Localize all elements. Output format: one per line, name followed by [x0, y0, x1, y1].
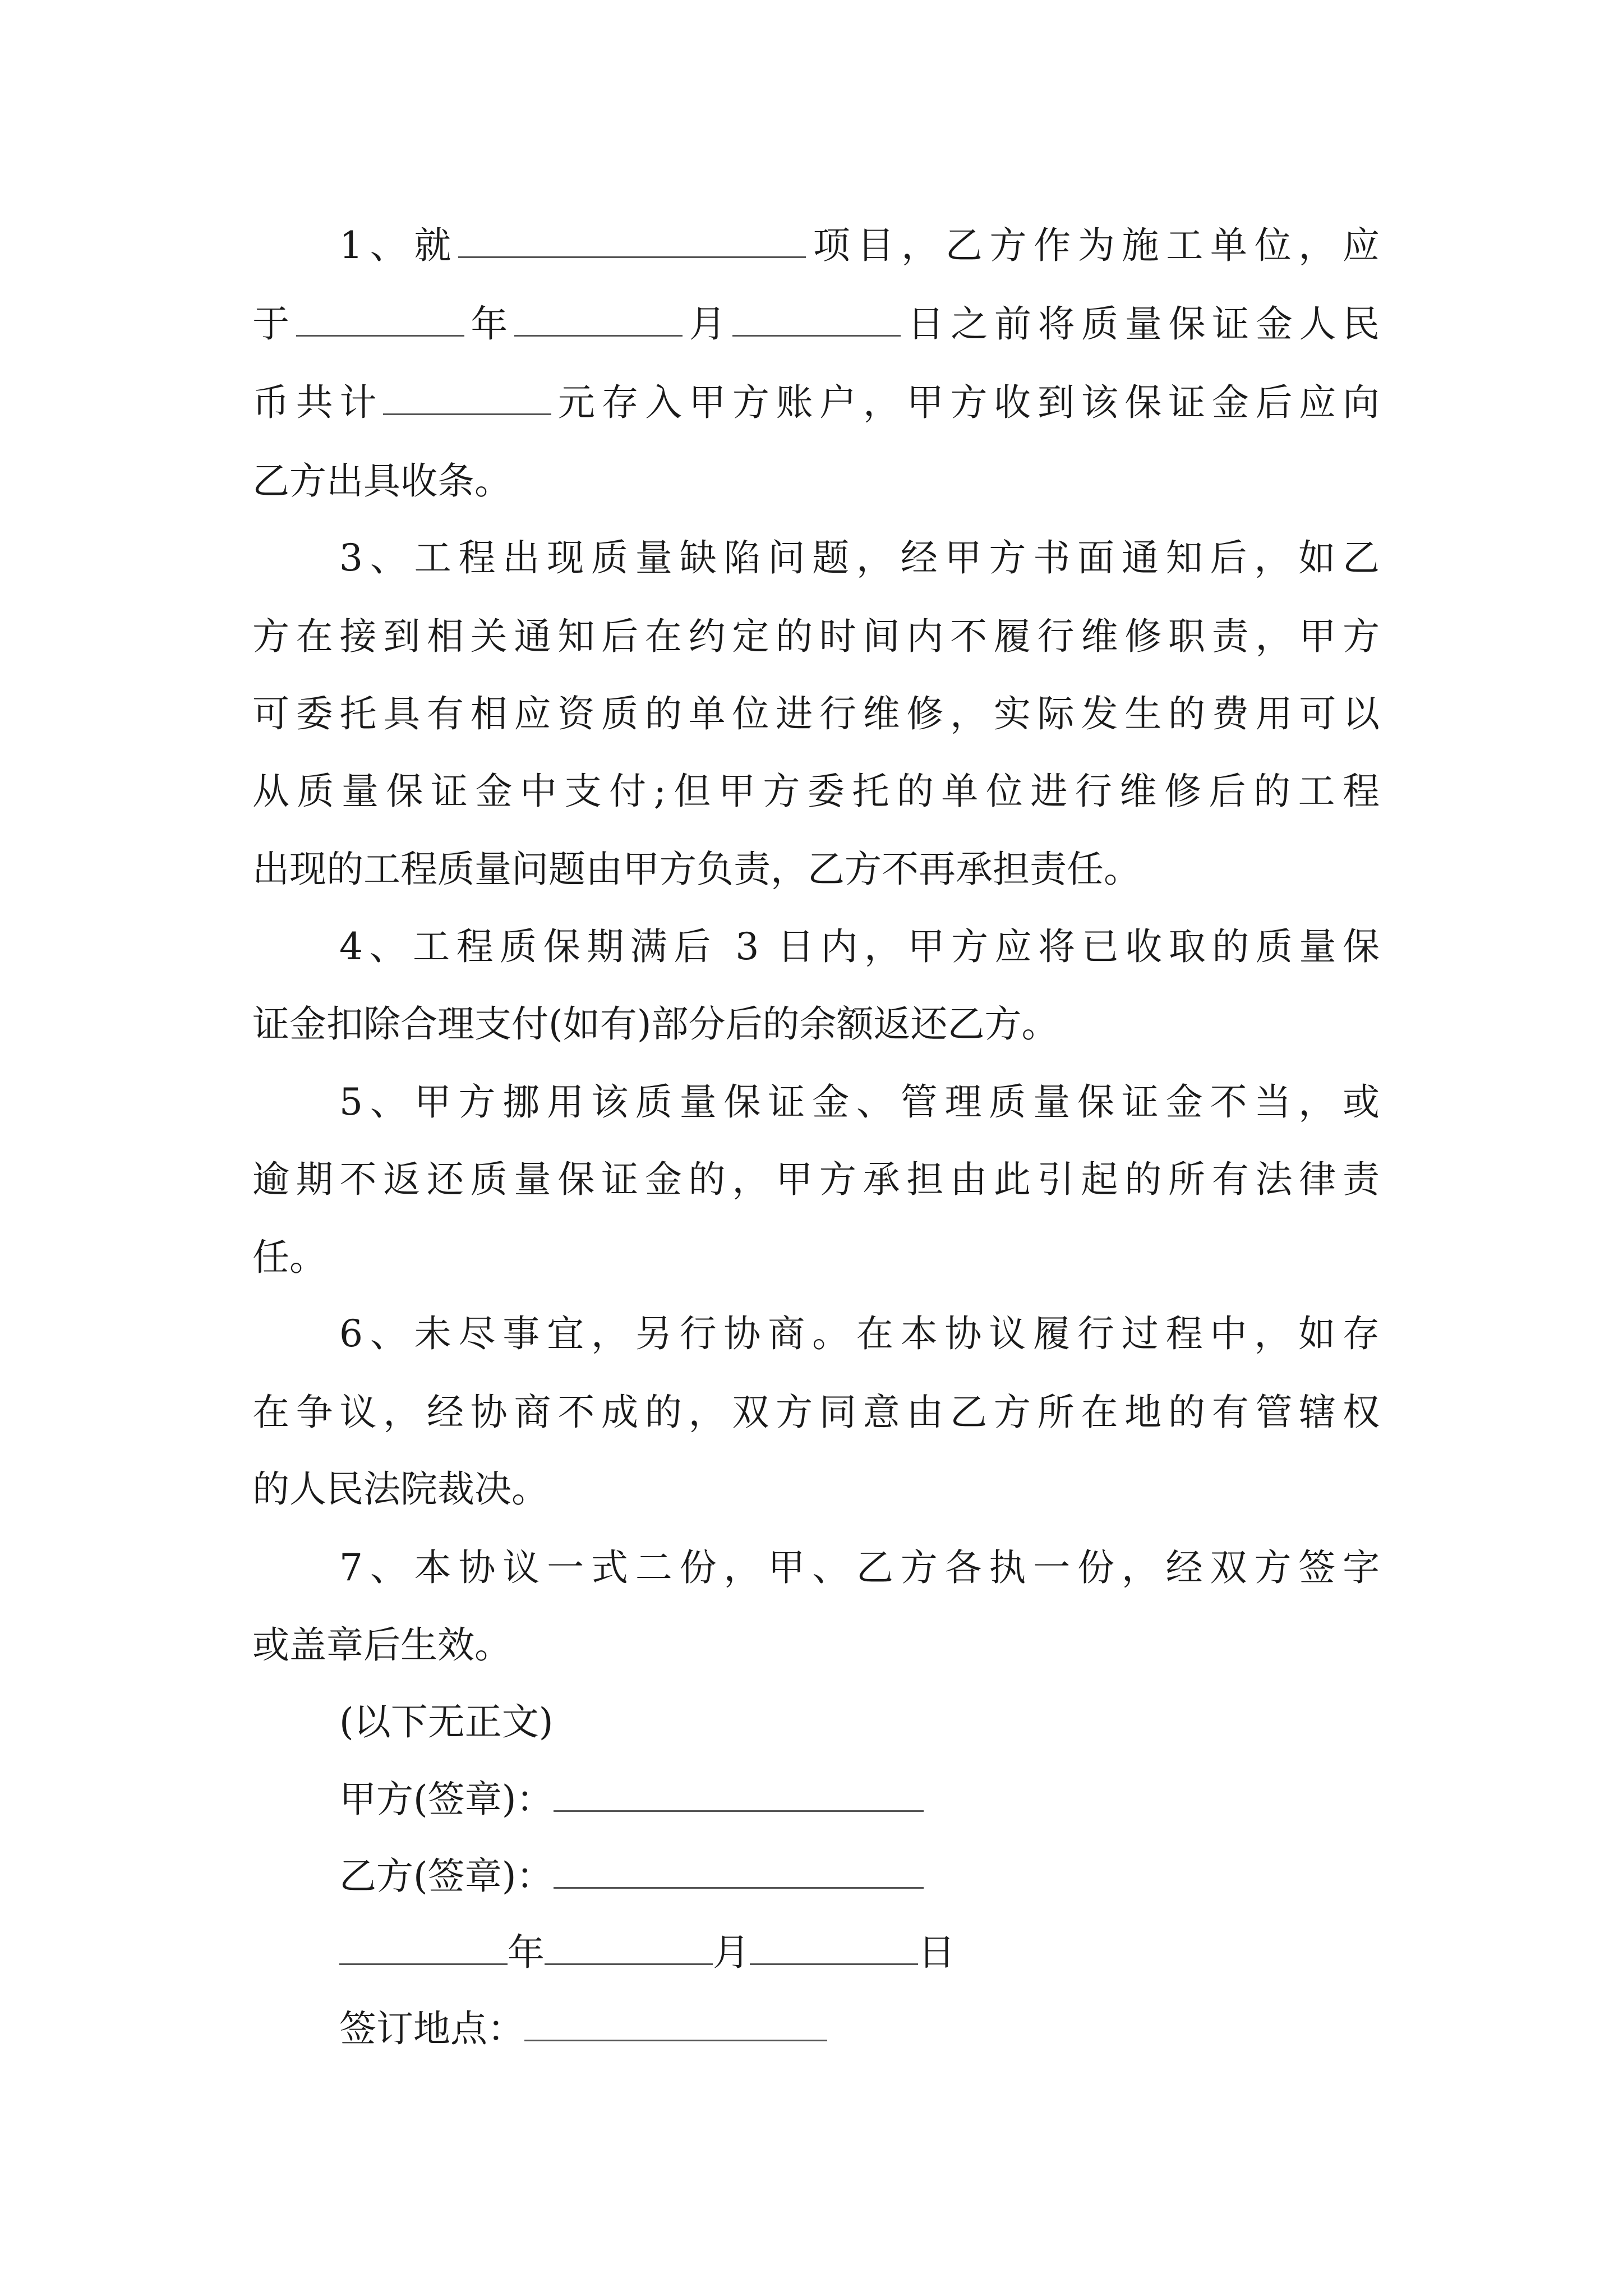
clause-6-line-1: 6、未尽事宜，另行协商。在本协议履行过程中，如存	[339, 1312, 1380, 1355]
signing-place-label: 签订地点：	[339, 2007, 524, 2050]
project-name-blank[interactable]	[458, 224, 806, 258]
deposit-month-label: 月	[682, 302, 733, 346]
clause-6-line-2: 在争议，经协商不成的，双方同意由乙方所在地的有管辖权	[252, 1391, 1380, 1434]
clause-5-line-1: 5、甲方挪用该质量保证金、管理质量保证金不当，或	[339, 1080, 1380, 1124]
clause-4-line-1: 4、工程质保期满后 3 日内，甲方应将已收取的质量保	[339, 925, 1380, 968]
deposit-year-blank[interactable]	[296, 302, 464, 337]
signing-year-blank[interactable]	[339, 1931, 508, 1965]
clause-3-line-4: 从质量保证金中支付;但甲方委托的单位进行维修后的工程	[252, 770, 1380, 813]
clause-1-line-2	[252, 302, 1380, 347]
deposit-day-blank[interactable]	[732, 302, 901, 337]
clause-1-line-1	[339, 223, 1380, 268]
clause-5-line-3: 任。	[252, 1236, 326, 1279]
party-b-label: 乙方(签章)：	[339, 1855, 554, 1898]
signing-year-label: 年	[508, 1931, 545, 1974]
clause-1-prefix: 1、就	[339, 224, 459, 267]
signing-day-label: 日	[918, 1931, 955, 1974]
deposit-year-label: 年	[464, 302, 514, 346]
clause-1-line-3-tail: 元存入甲方账户，甲方收到该保证金后应向	[551, 381, 1380, 424]
clause-1-line-2-prefix: 于	[252, 302, 296, 346]
party-a-label: 甲方(签章)：	[339, 1778, 554, 1821]
end-note: (以下无正文)	[339, 1700, 554, 1743]
deposit-month-blank[interactable]	[514, 302, 683, 337]
signing-month-label: 月	[713, 1931, 750, 1974]
signing-day-blank[interactable]	[750, 1931, 918, 1965]
deposit-amount-blank[interactable]	[383, 381, 551, 415]
clause-1-line-2-tail: 日之前将质量保证金人民	[901, 302, 1380, 346]
clause-7-line-2: 或盖章后生效。	[252, 1623, 511, 1667]
clause-7-line-1: 7、本协议一式二份，甲、乙方各执一份，经双方签字	[339, 1546, 1380, 1589]
signing-place-blank[interactable]	[524, 2007, 827, 2041]
clause-4-line-2: 证金扣除合理支付(如有)部分后的余额返还乙方。	[252, 1002, 1059, 1046]
signing-date-row	[339, 1930, 1380, 1975]
party-a-signature-blank[interactable]	[554, 1778, 924, 1812]
party-b-signature-row	[339, 1854, 1380, 1899]
signing-place-row	[339, 2007, 1380, 2051]
signing-month-blank[interactable]	[545, 1931, 713, 1965]
clause-3-line-3: 可委托具有相应资质的单位进行维修，实际发生的费用可以	[252, 692, 1380, 735]
clause-5-line-2: 逾期不返还质量保证金的，甲方承担由此引起的所有法律责	[252, 1158, 1380, 1201]
clause-1-line-4: 乙方出具收条。	[252, 459, 511, 503]
clause-3-line-1: 3、工程出现质量缺陷问题，经甲方书面通知后，如乙	[339, 536, 1380, 579]
clause-6-line-3: 的人民法院裁决。	[252, 1467, 548, 1511]
clause-3-line-5: 出现的工程质量问题由甲方负责，乙方不再承担责任。	[252, 848, 1141, 891]
party-b-signature-blank[interactable]	[554, 1855, 924, 1889]
clause-1-after-project: 项目，乙方作为施工单位，应	[806, 224, 1380, 267]
party-a-signature-row	[339, 1777, 1380, 1822]
clause-3-line-2: 方在接到相关通知后在约定的时间内不履行维修职责，甲方	[252, 615, 1380, 658]
clause-1-line-3	[252, 380, 1380, 425]
clause-1-line-3-prefix: 币共计	[252, 381, 384, 424]
